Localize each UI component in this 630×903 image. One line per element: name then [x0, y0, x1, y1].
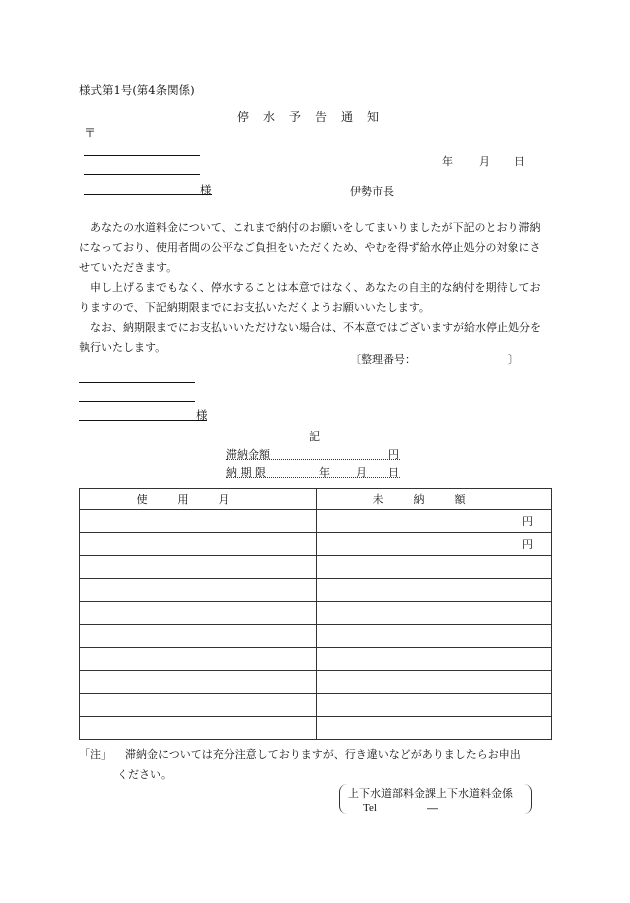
reference-label: 〔整理番号： — [350, 353, 416, 366]
usage-month-cell[interactable] — [80, 533, 317, 556]
date-year-label: 年 — [442, 155, 453, 168]
amount-cell[interactable]: 円 — [317, 533, 552, 556]
amount-cell[interactable] — [317, 556, 552, 579]
arrears-label: 滞納金額 — [226, 448, 270, 461]
address-line-4[interactable] — [79, 401, 195, 402]
usage-month-cell[interactable] — [80, 648, 317, 671]
arrears-row — [226, 446, 400, 460]
note-text-line-2: ください。 — [117, 768, 172, 781]
amount-cell[interactable] — [317, 648, 552, 671]
usage-month-cell[interactable] — [80, 625, 317, 648]
address-line-2[interactable] — [84, 174, 200, 175]
table-row — [80, 556, 552, 579]
table-row — [80, 648, 552, 671]
usage-month-cell[interactable] — [80, 717, 317, 740]
usage-month-cell[interactable] — [80, 510, 317, 533]
reference-close: 〕 — [508, 353, 519, 366]
table-row — [80, 671, 552, 694]
body-paragraph-3: なお、納期限までにお支払いいただけない場合は、不本意ではございますが給水停止処分を執行いたします。 — [79, 321, 541, 354]
amount-cell[interactable] — [317, 717, 552, 740]
honorific-sama: 様 — [200, 183, 212, 197]
note-label: 「注」 — [79, 748, 112, 761]
body-paragraph-2: 申し上げるまでもなく、停水することは本意ではなく、あなたの自主的な納付を期待しておりますので、下記納期限までにお支払いただくようお願いいたします。 — [79, 281, 541, 314]
body-paragraph-1: あなたの水道料金について、これまで納付のお願いをしてまいりましたが下記のとおり滞納になっており、使用者間の公平なご負担をいただくため、やむを得ず給水停止処分の対象にさせていただきます。 — [79, 221, 541, 274]
address-line-1[interactable] — [84, 155, 200, 156]
arrears-table — [79, 488, 552, 740]
contact-department: 上下水道部料金課上下水道料金係 — [348, 787, 513, 800]
table-row — [80, 625, 552, 648]
amount-cell[interactable] — [317, 671, 552, 694]
amount-cell[interactable] — [317, 602, 552, 625]
usage-month-cell[interactable] — [80, 602, 317, 625]
deadline-row — [226, 464, 400, 478]
contact-tel-label: Tel — [363, 802, 377, 814]
table-row — [80, 602, 552, 625]
usage-month-cell[interactable] — [80, 556, 317, 579]
table-row — [80, 510, 552, 533]
deadline-month: 月 — [356, 466, 367, 479]
amount-cell[interactable] — [317, 579, 552, 602]
date-month-label: 月 — [479, 155, 490, 168]
note-text-line-1: 滞納金については充分注意しておりますが、行き違いなどがありましたらお申出 — [125, 748, 521, 761]
table-row — [80, 533, 552, 556]
contact-box — [339, 784, 532, 814]
deadline-year: 年 — [319, 466, 330, 479]
body-text — [79, 218, 551, 358]
header-usage-month: 使用月 — [80, 489, 317, 510]
document-title: 停水予告通知 — [237, 110, 394, 124]
contact-tel-dash: ― — [427, 802, 438, 815]
name-line[interactable] — [84, 194, 212, 195]
amount-cell[interactable] — [317, 625, 552, 648]
honorific-sama-2: 様 — [196, 408, 208, 422]
arrears-unit: 円 — [388, 448, 399, 461]
right-bracket — [523, 784, 532, 814]
ki-label: 記 — [309, 430, 320, 443]
amount-cell[interactable]: 円 — [317, 510, 552, 533]
form-label: 様式第1号(第4条関係) — [79, 83, 195, 97]
amount-cell[interactable] — [317, 694, 552, 717]
header-unpaid-amount: 未納額 — [317, 489, 552, 510]
date-day-label: 日 — [514, 155, 525, 168]
deadline-label: 納 期 限 — [226, 466, 266, 479]
deadline-day: 日 — [388, 466, 399, 479]
issuer: 伊勢市長 — [350, 185, 394, 198]
table-row — [80, 717, 552, 740]
table-row — [80, 579, 552, 602]
left-bracket — [339, 784, 348, 814]
address-line-3[interactable] — [79, 382, 195, 383]
table-row — [80, 694, 552, 717]
usage-month-cell[interactable] — [80, 671, 317, 694]
postal-mark: 〒 — [84, 126, 97, 140]
name-line-2[interactable] — [79, 420, 207, 421]
usage-month-cell[interactable] — [80, 694, 317, 717]
usage-month-cell[interactable] — [80, 579, 317, 602]
